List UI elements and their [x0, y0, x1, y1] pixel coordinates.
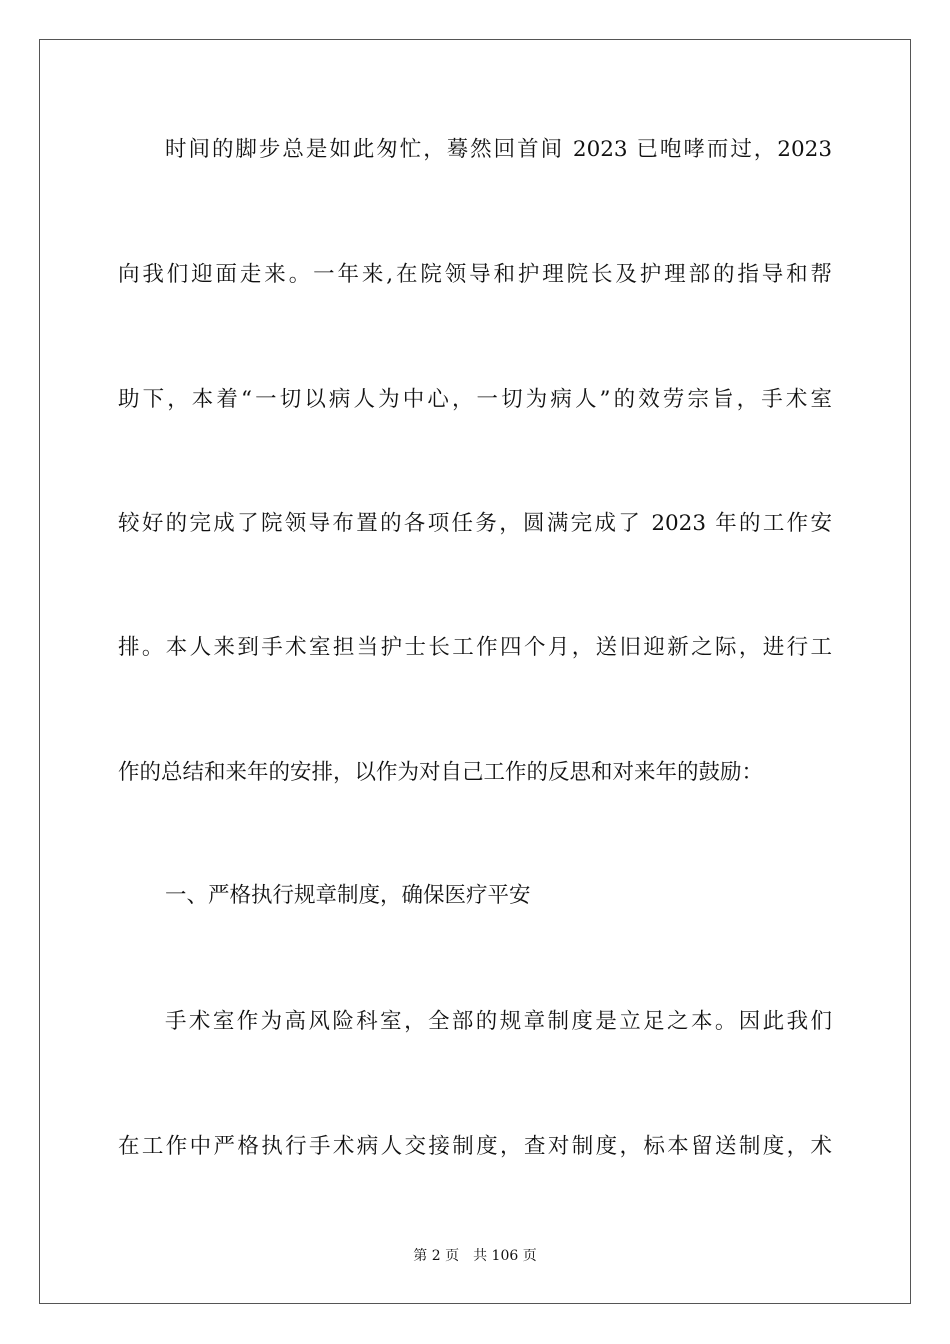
- page-total: 共 106 页: [473, 1248, 537, 1264]
- paragraph-line-7: 手术室作为高风险科室，全部的规章制度是立足之本。因此我们: [165, 1009, 832, 1034]
- paragraph-line-3: 助下，本着“一切以病人为中心，一切为病人”的效劳宗旨，手术室: [118, 387, 832, 412]
- section-heading: 一、严格执行规章制度，确保医疗平安: [165, 883, 531, 908]
- page-number: 第 2 页: [413, 1248, 460, 1264]
- paragraph-line-6: 作的总结和来年的安排，以作为对自己工作的反思和对来年的鼓励：: [118, 760, 764, 785]
- page-border: [39, 39, 911, 1304]
- paragraph-line-1: 时间的脚步总是如此匆忙，蓦然回首间 2023 已咆哮而过，2023: [165, 137, 832, 162]
- paragraph-line-8: 在工作中严格执行手术病人交接制度，查对制度，标本留送制度，术: [118, 1134, 832, 1159]
- paragraph-line-4: 较好的完成了院领导布置的各项任务，圆满完成了 2023 年的工作安: [118, 511, 832, 536]
- paragraph-line-5: 排。本人来到手术室担当护士长工作四个月，送旧迎新之际，进行工: [118, 635, 832, 660]
- paragraph-line-2: 向我们迎面走来。一年来,在院领导和护理院长及护理部的指导和帮: [118, 262, 832, 287]
- page-footer: [0, 1246, 950, 1266]
